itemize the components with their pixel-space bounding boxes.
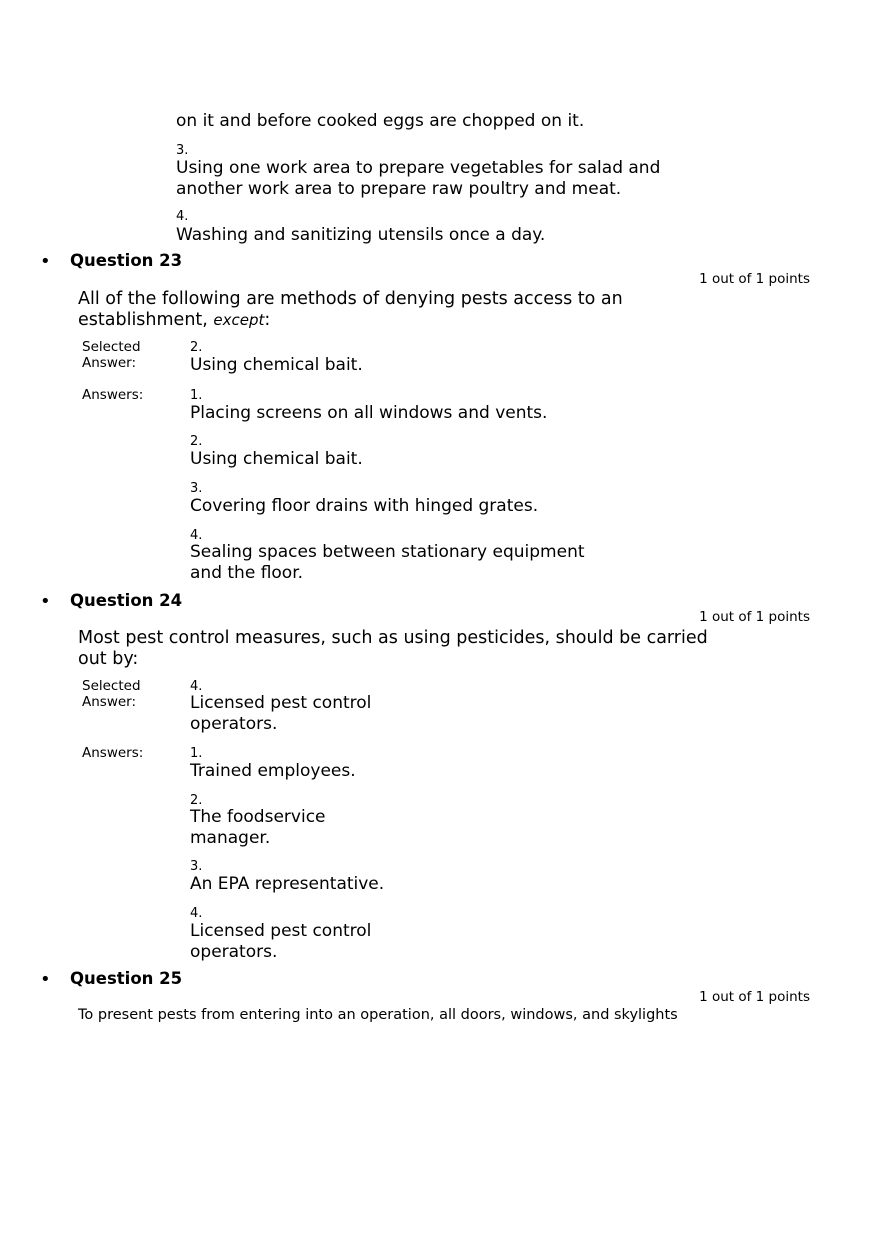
q24-answer-4-number: 4.: [190, 906, 203, 921]
prev-option-3-number: 3.: [176, 143, 189, 158]
prev-option-1-tail: on it and before cooked eggs are chopped on it.: [176, 111, 585, 131]
prev-option-3-text: Using one work area to prepare vegetables for salad and another work area to prepare raw poultry and meat.: [176, 158, 661, 199]
question-25-points: 1 out of 1 points: [699, 989, 810, 1005]
q24-selected-number: 4.: [190, 679, 203, 694]
q24-selected-text: Licensed pest control operators.: [190, 693, 372, 734]
q23-selected-answer-label: Selected Answer:: [82, 339, 141, 371]
question-23-text-colon: :: [264, 310, 271, 330]
q23-answers-label: Answers:: [82, 387, 144, 403]
question-23-points: 1 out of 1 points: [699, 271, 810, 287]
question-23-text: [78, 289, 678, 331]
q23-answer-4-number: 4.: [190, 528, 203, 543]
q24-answer-3-text: An EPA representative.: [190, 874, 385, 894]
question-25-title: Question 25: [70, 969, 183, 988]
q23-selected-text: Using chemical bait.: [190, 355, 363, 375]
q23-answer-1-text: Placing screens on all windows and vents.: [190, 403, 548, 423]
q23-answer-3-text: Covering floor drains with hinged grates.: [190, 496, 539, 516]
question-23-text-except: except: [213, 311, 265, 329]
q24-answers-label: Answers:: [82, 745, 144, 761]
question-24-points: 1 out of 1 points: [699, 609, 810, 625]
question-24-text: Most pest control measures, such as using pesticides, should be carried out by:: [78, 628, 708, 669]
q24-answer-2-number: 2.: [190, 793, 203, 808]
q24-answer-4-text: Licensed pest control operators.: [190, 921, 372, 962]
q23-answer-1-number: 1.: [190, 388, 203, 403]
q24-answer-1-number: 1.: [190, 746, 203, 761]
bullet-q25: •: [40, 969, 51, 990]
q24-answer-2-text: The foodservice manager.: [190, 807, 326, 848]
question-23-text-main: All of the following are methods of denying pests access to an establishment,: [78, 289, 623, 330]
q23-selected-number: 2.: [190, 340, 203, 355]
bullet-q23: •: [40, 251, 51, 272]
question-25-text: To present pests from entering into an operation, all doors, windows, and skylights: [78, 1007, 678, 1023]
q24-selected-answer-label: Selected Answer:: [82, 678, 141, 710]
q23-answer-2-text: Using chemical bait.: [190, 449, 363, 469]
q24-answer-1-text: Trained employees.: [190, 761, 356, 781]
prev-option-4-text: Washing and sanitizing utensils once a day.: [176, 225, 546, 245]
q23-answer-2-number: 2.: [190, 434, 203, 449]
q24-answer-3-number: 3.: [190, 859, 203, 874]
question-23-title: Question 23: [70, 251, 183, 270]
q23-answer-4-text: Sealing spaces between stationary equipment and the floor.: [190, 542, 585, 583]
prev-option-4-number: 4.: [176, 209, 189, 224]
bullet-q24: •: [40, 591, 51, 612]
question-24-title: Question 24: [70, 591, 183, 610]
q23-answer-3-number: 3.: [190, 481, 203, 496]
